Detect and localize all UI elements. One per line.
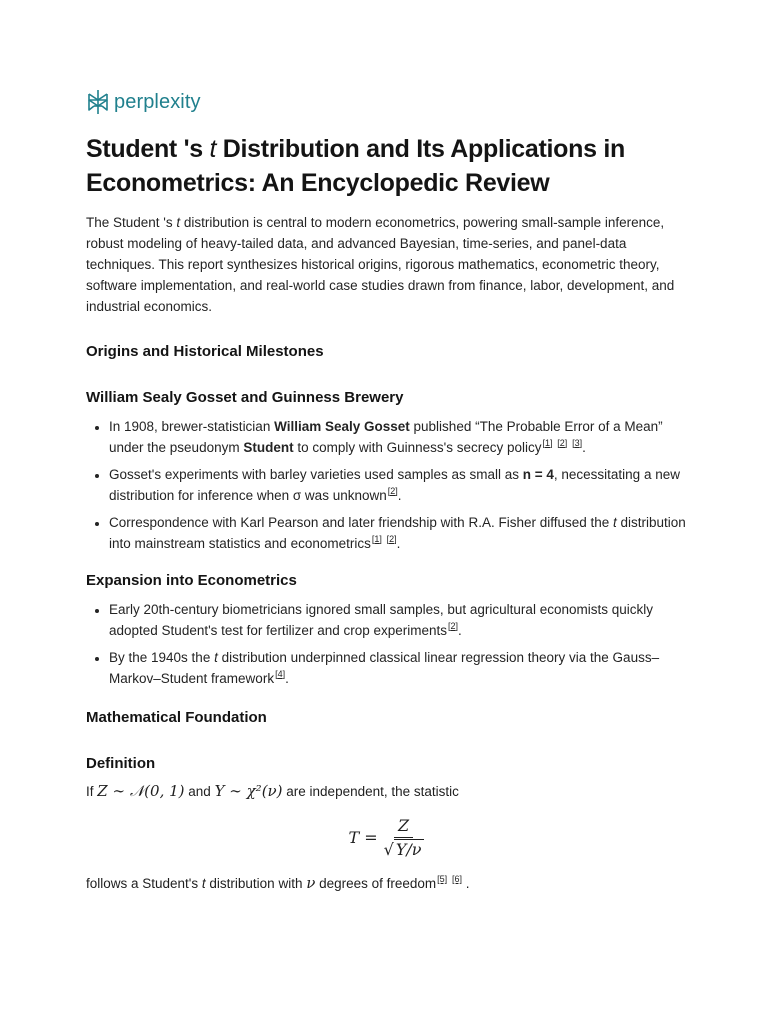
section-heading-math: Mathematical Foundation: [86, 709, 267, 726]
section-heading-origins: Origins and Historical Milestones: [86, 343, 324, 360]
subsection-heading-gosset: William Sealy Gosset and Guinness Brewery: [86, 389, 404, 406]
intro-paragraph: The Student 's t distribution is central to modern econometrics, powering small-sample inference, robust modeling of heavy-tailed data, and advanced Bayesian, time-series, and panel-data techniques. This report synthesizes historical origins, rigorous mathematics, econometric theory, software implementation, and real-world case studies drawn from finance, labor, development, and industrial economics.: [86, 215, 675, 314]
list-item: • Gosset's experiments with barley varieties used samples as small as n = 4, necessitating a new distribution for inference when σ was unknown[2].: [109, 465, 686, 506]
citation-link[interactable]: [1]: [542, 437, 553, 448]
gosset-list: [86, 417, 686, 554]
list-item: • In 1908, brewer-statistician William Sealy Gosset published “The Probable Error of a Mean” under the pseudonym Student to comply with Guinness's secrecy policy[1] [2] [3].: [109, 417, 686, 458]
formula-fraction: $\frac{Z}{√ Y/\nu}$: [383, 816, 422, 859]
document-page: [86, 86, 686, 894]
list-item: • By the 1940s the t distribution underpinned classical linear regression theory via the Gauss–Markov–Student framework[4].: [109, 648, 686, 689]
brand-name: perplexity: [114, 90, 201, 113]
subsection-heading-expansion: Expansion into Econometrics: [86, 572, 297, 589]
citation-link[interactable]: [6]: [451, 874, 462, 884]
citation-link[interactable]: [2]: [557, 437, 568, 448]
z-distribution: Z ∼ 𝒩(0, 1): [97, 782, 185, 800]
brand-header: [86, 86, 686, 118]
definition-conclusion: follows a Student's t distribution with ν degrees of freedom[5] [6] .: [86, 874, 470, 892]
subsection-heading-definition: Definition: [86, 755, 156, 772]
perplexity-logo-icon: [86, 89, 110, 115]
list-item: • Early 20th-century biometricians ignored small samples, but agricultural economists quickly adopted Student's test for fertilizer and crop experiments[2].: [109, 600, 686, 641]
citation-link[interactable]: [3]: [572, 437, 583, 448]
citation-link[interactable]: [1]: [371, 533, 382, 544]
citation-link[interactable]: [2]: [386, 533, 397, 544]
list-item: • Correspondence with Karl Pearson and later friendship with R.A. Fisher diffused the t distribution into mainstream statistics and econometrics[1] [2].: [109, 513, 686, 554]
expansion-list: [86, 600, 686, 689]
citation-link[interactable]: [5]: [437, 874, 448, 884]
citation-link[interactable]: [2]: [448, 620, 459, 631]
citation-link[interactable]: [2]: [387, 485, 398, 496]
definition-statement: If Z ∼ 𝒩(0, 1) and Y ∼ χ²(ν) are independent, the statistic: [86, 782, 459, 800]
y-distribution: Y ∼ χ²(ν): [214, 782, 283, 800]
citation-link[interactable]: [4]: [275, 668, 286, 679]
t-statistic-formula: T = $\frac{Z}{√ Y/\nu}$: [348, 816, 422, 859]
page-title: Student 's t Distribution and Its Applications in Econometrics: An Encyclopedic Review: [86, 135, 625, 197]
